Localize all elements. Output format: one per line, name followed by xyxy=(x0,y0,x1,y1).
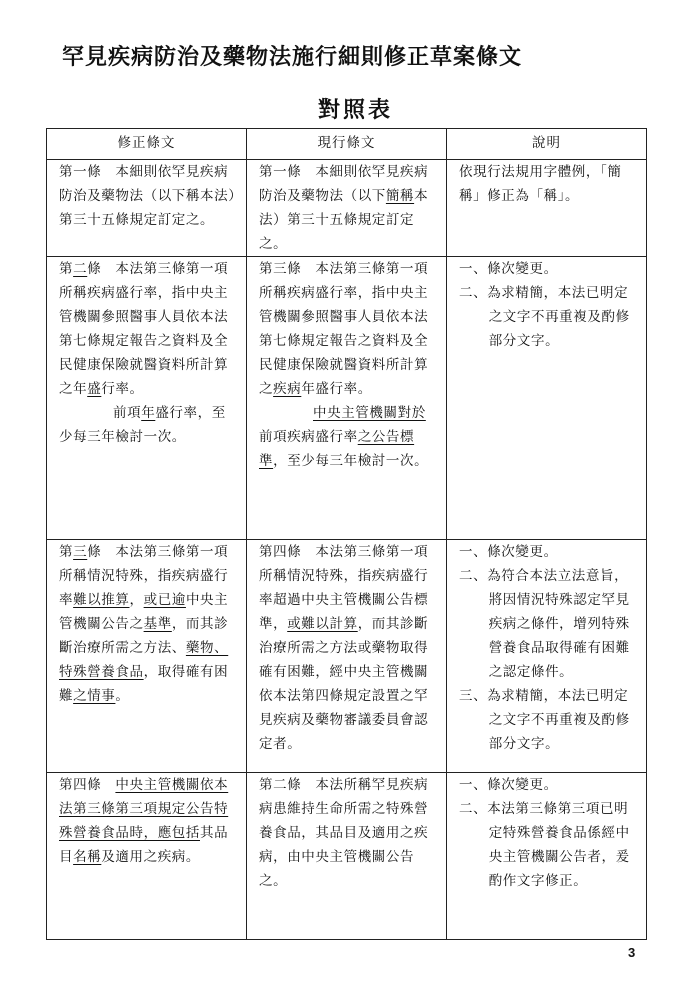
article-text: ， xyxy=(129,592,144,608)
article-text: 第一條 本細則依罕見疾病防治及藥物法（以下稱本法）第三十五條規定訂定之。 xyxy=(59,164,236,228)
header-current: 現行條文 xyxy=(247,129,447,160)
amended-text: 之情事 xyxy=(73,688,116,704)
amended-cell xyxy=(47,160,247,257)
notes-cell xyxy=(447,773,647,940)
amended-text: 簡稱 xyxy=(385,188,415,204)
article-text: 第四條 xyxy=(59,777,116,793)
header-amended: 修正條文 xyxy=(47,129,247,160)
table-row xyxy=(47,773,647,940)
article-text: 前項 xyxy=(113,405,142,421)
article-text: ，取得確有困難 xyxy=(59,664,229,704)
amended-text: 名稱 xyxy=(73,849,102,865)
amended-text: 難以推算 xyxy=(73,592,130,608)
amended-cell xyxy=(47,773,247,940)
article-text: 前項疾病盛行率 xyxy=(259,429,358,445)
notes-cell xyxy=(447,540,647,773)
amended-cell xyxy=(47,540,247,773)
article-text: 中央主管機關公告之 xyxy=(59,592,229,632)
article-text: 條 本法第三條第一項所稱疾病盛行率，指中央主管機關參照醫事人員依本法第七條規定報告之資料及全民健康保險就醫資料所計算之年 xyxy=(59,261,229,397)
article-paragraph xyxy=(59,257,238,401)
document-subtitle: 對照表 xyxy=(318,97,394,123)
article-text: 第二條 本法所稱罕見疾病病患維持生命所需之特殊營養食品，其品目及適用之疾病，由中央主管機關公告之。 xyxy=(259,777,429,889)
comparison-table xyxy=(46,128,647,940)
article-text: 第 xyxy=(59,261,74,277)
article-text: 及適用之疾病。 xyxy=(101,849,201,865)
article-paragraph xyxy=(259,401,438,473)
article-paragraph xyxy=(259,257,438,401)
notes-cell xyxy=(447,160,647,257)
note-item: 一、條次變更。 xyxy=(459,261,558,277)
table-row xyxy=(47,540,647,773)
article-paragraph xyxy=(59,401,238,449)
amended-text: 疾病 xyxy=(273,381,302,397)
amended-text: 或難以計算 xyxy=(287,616,358,632)
note-item: 二、為求精簡，本法已明定之文字不再重複及酌修部分文字。 xyxy=(459,285,630,349)
amended-text: 或已逾 xyxy=(143,592,186,608)
article-text: 行率。 xyxy=(101,381,144,397)
amended-text: 三 xyxy=(73,544,88,560)
current-cell xyxy=(247,257,447,540)
note-item: 依現行法規用字體例，「簡稱」修正為「稱」。 xyxy=(459,164,622,204)
article-text: 本法）第三十五條規定訂定之。 xyxy=(259,188,429,252)
amended-text: 之公告標準 xyxy=(259,429,415,469)
article-text: 第一條 本細則依罕見疾病防治及藥物法（以下 xyxy=(259,164,429,204)
note-item: 二、為符合本法立法意旨，將因情況特殊認定罕見疾病之條件，增列特殊營養食品取得確有困難之認定條件。 xyxy=(459,568,630,680)
article-paragraph xyxy=(59,160,238,232)
table-row xyxy=(47,257,647,540)
amended-text: 中央主管機關依本法第三條第三項規定公告特殊營養食品時，應包括 xyxy=(59,777,229,841)
amended-text: 年 xyxy=(141,405,156,421)
article-text: 第四條 本法第三條第一項所稱情況特殊，指疾病盛行率超過中央主管機關公告標準， xyxy=(259,544,429,632)
current-cell xyxy=(247,773,447,940)
article-text: 年盛行率。 xyxy=(301,381,372,397)
document-title: 罕見疾病防治及藥物法施行細則修正草案條文 xyxy=(62,44,523,70)
amended-text: 藥物、特殊營養食品 xyxy=(59,640,229,680)
page-number: 3 xyxy=(628,945,636,960)
notes-cell xyxy=(447,257,647,540)
amended-cell xyxy=(47,257,247,540)
article-text: ，而其診斷治療所需之方法或藥物取得確有困難，經中央主管機關依本法第四條規定設置之罕見疾病及藥物審議委員會認定者。 xyxy=(259,616,429,752)
article-text: 條 本法第三條第一項所稱情況特殊，指疾病盛行率 xyxy=(59,544,229,608)
note-item: 一、條次變更。 xyxy=(459,544,558,560)
article-text: ，至少每三年檢討一次。 xyxy=(273,453,429,469)
note-item: 一、條次變更。 xyxy=(459,777,558,793)
article-paragraph xyxy=(59,773,238,869)
current-cell xyxy=(247,160,447,257)
article-text: 其品目 xyxy=(59,825,229,865)
amended-text: 二 xyxy=(73,261,88,277)
amended-text: 基準 xyxy=(143,616,172,632)
amended-text: 中央主管機關對於 xyxy=(313,405,426,421)
article-text: 。 xyxy=(115,688,130,704)
article-paragraph xyxy=(259,540,438,756)
article-text: 盛行率，至少每三年檢討一次。 xyxy=(59,405,226,445)
header-notes: 說明 xyxy=(447,129,647,160)
table-row xyxy=(47,160,647,257)
article-text: 第 xyxy=(59,544,74,560)
amended-text: 盛 xyxy=(87,381,102,397)
current-cell xyxy=(247,540,447,773)
article-paragraph xyxy=(259,160,438,256)
article-text: ，而其診斷治療所需之方法、 xyxy=(59,616,229,656)
article-paragraph xyxy=(59,540,238,708)
note-item: 二、本法第三條第三項已明定特殊營養食品係經中央主管機關公告者，爰酌作文字修正。 xyxy=(459,801,630,889)
table-header-row xyxy=(47,129,647,160)
article-text: 第三條 本法第三條第一項所稱疾病盛行率，指中央主管機關參照醫事人員依本法第七條規定報告之資料及全民健康保險就醫資料所計算之 xyxy=(259,261,429,397)
article-paragraph xyxy=(259,773,438,893)
note-item: 三、為求精簡，本法已明定之文字不再重複及酌修部分文字。 xyxy=(459,688,630,752)
